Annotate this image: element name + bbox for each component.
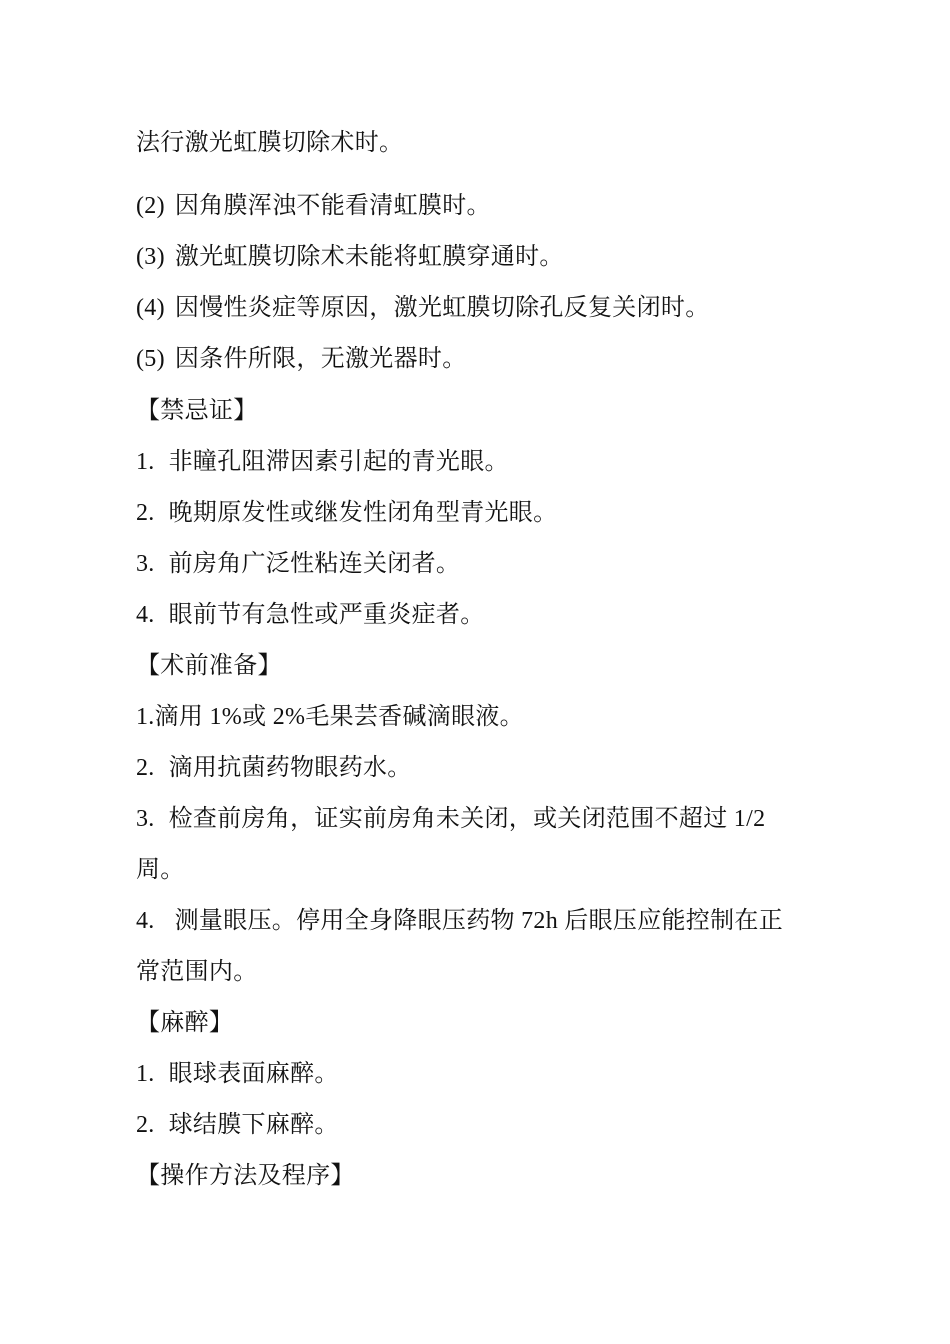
section-heading-preop [136, 651, 826, 681]
list-item [136, 906, 826, 936]
list-number: 3. [136, 551, 155, 577]
list-item [136, 753, 826, 783]
list-item [136, 344, 826, 374]
list-item [136, 804, 826, 834]
list-number: 2. [136, 755, 155, 781]
list-number: 1. [136, 449, 155, 475]
heading-text: 【麻醉】 [136, 1010, 234, 1036]
heading-text: 【术前准备】 [136, 653, 282, 679]
list-text: 前房角广泛性粘连关闭者。 [168, 551, 461, 577]
line-text: 法行激光虹膜切除术时。 [136, 130, 404, 156]
line-text: 周。 [136, 857, 185, 883]
heading-text: 【操作方法及程序】 [136, 1163, 355, 1189]
list-text: 1.滴用 1%或 2%毛果芸香碱滴眼液。 [136, 704, 524, 730]
paragraph-continuation [136, 855, 826, 885]
list-number: 1. [136, 1061, 155, 1087]
section-heading-contraindications [136, 396, 826, 426]
list-item [136, 191, 826, 221]
list-text: 因慢性炎症等原因，激光虹膜切除孔反复关闭时。 [174, 295, 710, 321]
list-text: 眼球表面麻醉。 [168, 1061, 339, 1087]
list-text: 检查前房角，证实前房角未关闭，或关闭范围不超过 1/2 [168, 806, 766, 832]
paragraph-continuation [136, 957, 826, 987]
list-item [136, 1110, 826, 1140]
list-text: 球结膜下麻醉。 [168, 1112, 339, 1138]
list-text: 因角膜浑浊不能看清虹膜时。 [174, 193, 491, 219]
list-item [136, 549, 826, 579]
list-number: 3. [136, 806, 155, 832]
paragraph-line [136, 128, 826, 158]
heading-text: 【禁忌证】 [136, 398, 258, 424]
list-text: 眼前节有急性或严重炎症者。 [168, 602, 485, 628]
list-text: 晚期原发性或继发性闭角型青光眼。 [168, 500, 558, 526]
list-number: (2) [136, 193, 165, 219]
list-number: (4) [136, 295, 165, 321]
list-number: (5) [136, 346, 165, 372]
list-text: 非瞳孔阻滞因素引起的青光眼。 [168, 449, 509, 475]
list-item [136, 1059, 826, 1089]
list-number: 4. [136, 908, 155, 934]
list-item [136, 498, 826, 528]
list-number: 4. [136, 602, 155, 628]
list-item [136, 242, 826, 272]
section-heading-anesthesia [136, 1008, 826, 1038]
list-text: 因条件所限，无激光器时。 [174, 346, 467, 372]
list-number: 2. [136, 1112, 155, 1138]
list-text: 激光虹膜切除术未能将虹膜穿通时。 [174, 244, 564, 270]
list-item [136, 600, 826, 630]
line-text: 常范围内。 [136, 959, 258, 985]
section-heading-procedure [136, 1161, 826, 1191]
list-text: 测量眼压。停用全身降眼压药物 72h 后眼压应能控制在正 [174, 908, 784, 934]
list-item [136, 702, 826, 732]
list-number: 2. [136, 500, 155, 526]
list-item [136, 293, 826, 323]
list-item [136, 447, 826, 477]
list-number: (3) [136, 244, 165, 270]
list-text: 滴用抗菌药物眼药水。 [168, 755, 412, 781]
